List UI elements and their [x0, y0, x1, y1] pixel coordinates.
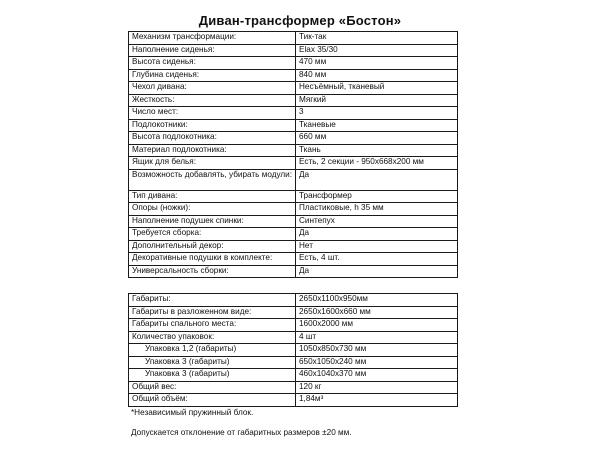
spec-value: 470 мм — [296, 57, 458, 70]
spec-label: Универсальность сборки: — [129, 265, 296, 278]
dimension-label: Общий вес: — [129, 381, 296, 394]
table-row — [129, 228, 458, 241]
spec-label: Опоры (ножки): — [129, 203, 296, 216]
table-row — [129, 190, 458, 203]
dimension-value: 1600х2000 мм — [296, 319, 458, 332]
table-row — [129, 82, 458, 95]
spec-value: Да — [296, 265, 458, 278]
dimension-label: Количество упаковок: — [129, 331, 296, 344]
spec-label: Чехол дивана: — [129, 82, 296, 95]
table-row — [129, 356, 458, 369]
footnote-spring-block: *Независимый пружинный блок. — [131, 408, 254, 417]
spec-value: Ткань — [296, 144, 458, 157]
table-row — [129, 344, 458, 357]
table-row — [129, 240, 458, 253]
dimension-value: 120 кг — [296, 381, 458, 394]
footnote-tolerance: Допускается отклонение от габаритных размеров ±20 мм. — [131, 428, 352, 437]
spec-value: Тканевые — [296, 119, 458, 132]
spec-value: Трансформер — [296, 190, 458, 203]
dimension-value: 650х1050х240 мм — [296, 356, 458, 369]
dimension-value: 1050х850х730 мм — [296, 344, 458, 357]
spec-label: Дополнительный декор: — [129, 240, 296, 253]
spec-value: Пластиковые, h 35 мм — [296, 203, 458, 216]
table-row — [129, 107, 458, 120]
spec-label: Материал подлокотника: — [129, 144, 296, 157]
spec-label: Высота подлокотника: — [129, 132, 296, 145]
table-row — [129, 203, 458, 216]
table-row — [129, 169, 458, 190]
dimension-label: Габариты: — [129, 294, 296, 307]
spec-value: Да — [296, 169, 458, 190]
table-row — [129, 157, 458, 170]
spec-label: Подлокотники: — [129, 119, 296, 132]
spec-label: Возможность добавлять, убирать модули: — [129, 169, 296, 190]
table-row — [129, 265, 458, 278]
table-row — [129, 32, 458, 45]
spec-value: Есть, 4 шт. — [296, 253, 458, 266]
table-row — [129, 369, 458, 382]
spec-value: Нет — [296, 240, 458, 253]
dimension-value: 2650х1100х950мм — [296, 294, 458, 307]
table-row — [129, 319, 458, 332]
table-row — [129, 306, 458, 319]
spec-value: 3 — [296, 107, 458, 120]
table-row — [129, 119, 458, 132]
dimension-label: Габариты спального места: — [129, 319, 296, 332]
table-row — [129, 394, 458, 407]
table-row — [129, 44, 458, 57]
dimensions-table — [128, 293, 458, 407]
spec-label: Тип дивана: — [129, 190, 296, 203]
spec-label: Глубина сиденья: — [129, 69, 296, 82]
dimension-label: Упаковка 3 (габариты) — [129, 369, 296, 382]
table-row — [129, 294, 458, 307]
spec-label: Наполнение сиденья: — [129, 44, 296, 57]
spec-value: Да — [296, 228, 458, 241]
table-row — [129, 331, 458, 344]
dimension-label: Общий объём: — [129, 394, 296, 407]
spec-value: Мягкий — [296, 94, 458, 107]
page-title: Диван-трансформер «Бостон» — [198, 13, 402, 28]
dimension-label: Упаковка 1,2 (габариты) — [129, 344, 296, 357]
spec-label: Требуется сборка: — [129, 228, 296, 241]
table-row — [129, 69, 458, 82]
table-row — [129, 94, 458, 107]
dimension-value: 2650х1600х660 мм — [296, 306, 458, 319]
spec-label: Декоративные подушки в комплекте: — [129, 253, 296, 266]
spec-label: Ящик для белья: — [129, 157, 296, 170]
table-row — [129, 381, 458, 394]
table-row — [129, 132, 458, 145]
spec-value: Синтепух — [296, 215, 458, 228]
spec-value: 840 мм — [296, 69, 458, 82]
dimension-label: Упаковка 3 (габариты) — [129, 356, 296, 369]
spec-label: Наполнение подушек спинки: — [129, 215, 296, 228]
specifications-table — [128, 31, 458, 278]
table-row — [129, 253, 458, 266]
dimension-label: Габариты в разложенном виде: — [129, 306, 296, 319]
dimension-value: 460х1040х370 мм — [296, 369, 458, 382]
spec-label: Число мест: — [129, 107, 296, 120]
table-row — [129, 144, 458, 157]
spec-value: 660 мм — [296, 132, 458, 145]
spec-label: Жесткость: — [129, 94, 296, 107]
spec-value: Тик-так — [296, 32, 458, 45]
table-row — [129, 57, 458, 70]
dimension-value: 1,84м³ — [296, 394, 458, 407]
spec-value: Elax 35/30 — [296, 44, 458, 57]
spec-label: Механизм трансформации: — [129, 32, 296, 45]
spec-label: Высота сиденья: — [129, 57, 296, 70]
table-row — [129, 215, 458, 228]
dimension-value: 4 шт — [296, 331, 458, 344]
spec-value: Несъёмный, тканевый — [296, 82, 458, 95]
spec-value: Есть, 2 секции - 950х668х200 мм — [296, 157, 458, 170]
